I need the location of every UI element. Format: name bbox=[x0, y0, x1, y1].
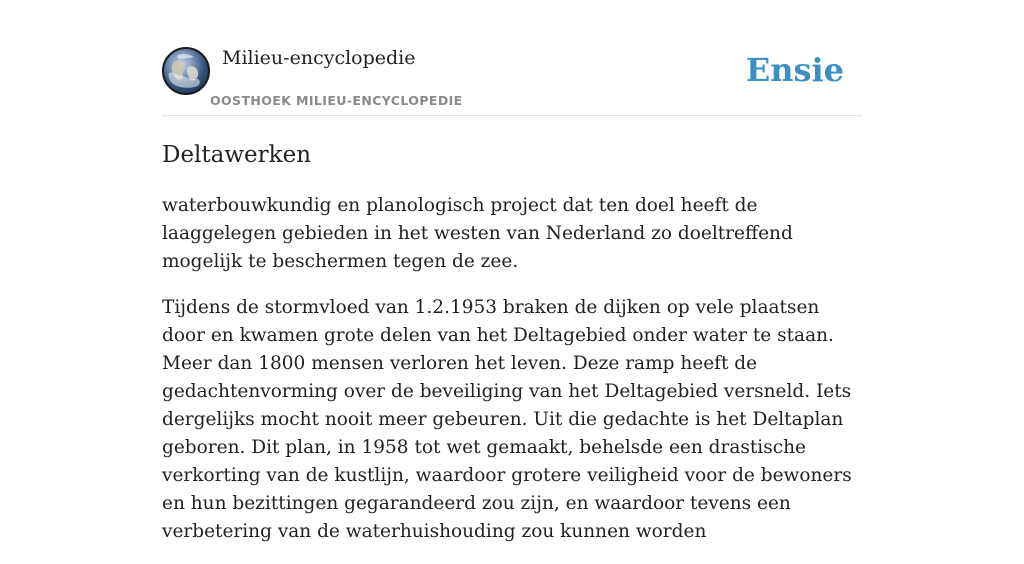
earth-globe-icon[interactable] bbox=[162, 47, 210, 95]
article-body bbox=[162, 192, 862, 564]
page bbox=[162, 0, 862, 542]
site-header bbox=[162, 0, 862, 116]
article-paragraph: Tijdens de stormvloed van 1.2.1953 braken de dijken op vele plaatsen door en kwamen grote delen van het Deltagebied onder water te staan. Meer dan 1800 mensen verloren het leven. Deze ramp heeft de gedachtenvorming over de beveiliging van het Deltagebied versneld. Iets dergelijks mocht nooit meer gebeuren. Uit die gedachte is het Deltaplan geboren. Dit plan, in 1958 tot wet gemaakt, behelsde een drastische verkorting van de kustlijn, waardoor grotere veiligheid voor de bewoners en hun bezittingen gegarandeerd zou zijn, en waardoor tevens een verbetering van de waterhuishouding zou kunnen worden bbox=[162, 297, 852, 542]
ensie-logo[interactable]: Ensie bbox=[745, 51, 844, 89]
article-definition: waterbouwkundig en planologisch project dat ten doel heeft de laaggelegen gebieden in het westen van Nederland zo doeltreffend mogelijk te beschermen tegen de zee. bbox=[162, 195, 793, 272]
article-title: Deltawerken bbox=[162, 142, 312, 168]
site-name[interactable]: Milieu-encyclopedie bbox=[222, 47, 416, 69]
site-subtitle: OOSTHOEK MILIEU-ENCYCLOPEDIE bbox=[210, 93, 463, 108]
globe-graphic bbox=[164, 49, 208, 93]
